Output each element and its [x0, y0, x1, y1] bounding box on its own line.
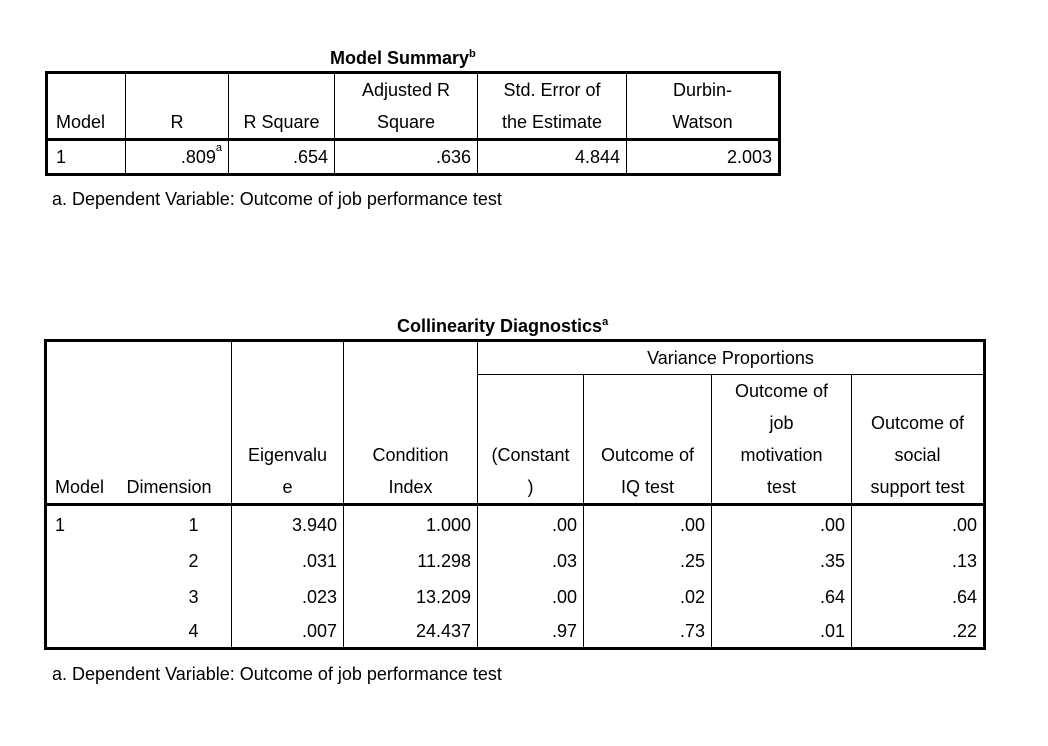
ms-cell-rsq: .654 [229, 140, 335, 175]
ms-h-model-blank [47, 73, 126, 107]
ms-cell-adj-rsq: .636 [335, 140, 478, 175]
ms-cell-model: 1 [47, 140, 126, 175]
cd-cell-mot: .35 [712, 541, 852, 577]
cd-h-cond-2: Index [344, 471, 478, 505]
cd-h2-eigen-blank [232, 407, 344, 439]
collinearity-table [44, 339, 986, 650]
cd-h-dimension: Dimension [117, 471, 232, 505]
cd-cell-iq: .25 [584, 541, 712, 577]
cd-cell-dim: 1 [117, 505, 232, 541]
cd-cell-eigen: .023 [232, 577, 344, 613]
cd-h2-dim-blank [117, 407, 232, 439]
cd-header-row-4 [46, 471, 985, 505]
cd-h-eigen-2: e [232, 471, 344, 505]
cd-row-2 [46, 541, 985, 577]
collinearity-title-sup: a [602, 316, 609, 328]
cd-cell-soc: .00 [852, 505, 985, 541]
cd-header-row-1 [46, 375, 985, 408]
cd-cell-mot: .64 [712, 577, 852, 613]
cd-h-soc-1: Outcome of [852, 407, 985, 439]
ms-cell-r-sup: a [215, 142, 222, 154]
model-summary-title [330, 48, 476, 69]
cd-h2-model-blank [46, 407, 117, 439]
cd-cell-const: .97 [478, 613, 584, 649]
cd-cell-cond: 1.000 [344, 505, 478, 541]
ms-h-adj-r-2: Square [335, 106, 478, 140]
ms-h-adj-r-1: Adjusted R [335, 73, 478, 107]
ms-h-std-err-1: Std. Error of [478, 73, 627, 107]
cd-h-cond-1: Condition [344, 439, 478, 471]
cd-h-mot-3: motivation [712, 439, 852, 471]
cd-cell-iq: .00 [584, 505, 712, 541]
cd-cell-eigen: 3.940 [232, 505, 344, 541]
cd-h-model: Model [46, 471, 117, 505]
cd-h2-cond-blank [344, 407, 478, 439]
cd-h0-eigen-blank [232, 341, 344, 375]
cd-h-eigen-1: Eigenvalu [232, 439, 344, 471]
cd-h1-soc-blank [852, 375, 985, 408]
cd-h1-cond-blank [344, 375, 478, 408]
cd-header-row-0 [46, 341, 985, 375]
ms-h-std-err-2: the Estimate [478, 106, 627, 140]
ms-h-model: Model [47, 106, 126, 140]
ms-cell-dw: 2.003 [627, 140, 780, 175]
cd-row-3 [46, 577, 985, 613]
cd-cell-const: .00 [478, 577, 584, 613]
cd-h1-eigen-blank [232, 375, 344, 408]
cd-header-row-3 [46, 439, 985, 471]
cd-cell-iq: .73 [584, 613, 712, 649]
collinearity-footnote: a. Dependent Variable: Outcome of job performance test [52, 664, 502, 684]
ms-cell-r [126, 140, 229, 175]
cd-cell-eigen: .007 [232, 613, 344, 649]
ms-h-r-blank [126, 73, 229, 107]
ms-h-rsq-blank [229, 73, 335, 107]
cd-cell-const: .00 [478, 505, 584, 541]
cd-cell-const: .03 [478, 541, 584, 577]
cd-h-soc-2: social [852, 439, 985, 471]
cd-h-iq-1: Outcome of [584, 439, 712, 471]
cd-h-soc-3: support test [852, 471, 985, 505]
cd-h1-const-blank [478, 375, 584, 408]
cd-h-variance-proportions: Variance Proportions [478, 341, 985, 375]
cd-h0-model-blank [46, 341, 117, 375]
ms-h-dw-1: Durbin- [627, 73, 780, 107]
cd-h3-dim-blank [117, 439, 232, 471]
cd-cell-model-blank [46, 613, 117, 649]
ms-cell-r-value: .809 [180, 147, 216, 167]
cd-cell-dim: 3 [117, 577, 232, 613]
cd-cell-model-blank [46, 577, 117, 613]
ms-h-dw-2: Watson [627, 106, 780, 140]
cd-h-iq-2: IQ test [584, 471, 712, 505]
cd-cell-iq: .02 [584, 577, 712, 613]
cd-h-mot-1: Outcome of [712, 375, 852, 408]
cd-cell-cond: 11.298 [344, 541, 478, 577]
ms-h-rsq: R Square [229, 106, 335, 140]
model-summary-table [45, 71, 781, 176]
cd-cell-mot: .00 [712, 505, 852, 541]
cd-h-mot-4: test [712, 471, 852, 505]
model-summary-header-row-1 [47, 73, 780, 107]
collinearity-title [397, 316, 608, 337]
ms-h-r: R [126, 106, 229, 140]
cd-h1-iq-blank [584, 375, 712, 408]
cd-cell-soc: .64 [852, 577, 985, 613]
cd-h0-cond-blank [344, 341, 478, 375]
model-summary-row [47, 140, 780, 175]
cd-cell-mot: .01 [712, 613, 852, 649]
collinearity-title-text: Collinearity Diagnostics [397, 316, 603, 336]
model-summary-footnote: a. Dependent Variable: Outcome of job performance test [52, 189, 502, 209]
cd-h0-dim-blank [117, 341, 232, 375]
model-summary-header-row-2 [47, 106, 780, 140]
cd-h2-const-blank [478, 407, 584, 439]
cd-cell-model-blank [46, 541, 117, 577]
cd-cell-soc: .13 [852, 541, 985, 577]
cd-cell-dim: 4 [117, 613, 232, 649]
cd-cell-eigen: .031 [232, 541, 344, 577]
ms-cell-std-err: 4.844 [478, 140, 627, 175]
model-summary-title-sup: b [469, 48, 476, 60]
cd-cell-cond: 13.209 [344, 577, 478, 613]
cd-row-4 [46, 613, 985, 649]
cd-cell-soc: .22 [852, 613, 985, 649]
cd-h-const-1: (Constant [478, 439, 584, 471]
cd-h1-model-blank [46, 375, 117, 408]
cd-h3-model-blank [46, 439, 117, 471]
cd-cell-model: 1 [46, 505, 117, 541]
cd-cell-dim: 2 [117, 541, 232, 577]
cd-h2-iq-blank [584, 407, 712, 439]
cd-h1-dim-blank [117, 375, 232, 408]
cd-h-const-2: ) [478, 471, 584, 505]
model-summary-title-text: Model Summary [330, 48, 470, 68]
cd-row-1 [46, 505, 985, 541]
cd-header-row-2 [46, 407, 985, 439]
cd-h-mot-2: job [712, 407, 852, 439]
cd-cell-cond: 24.437 [344, 613, 478, 649]
